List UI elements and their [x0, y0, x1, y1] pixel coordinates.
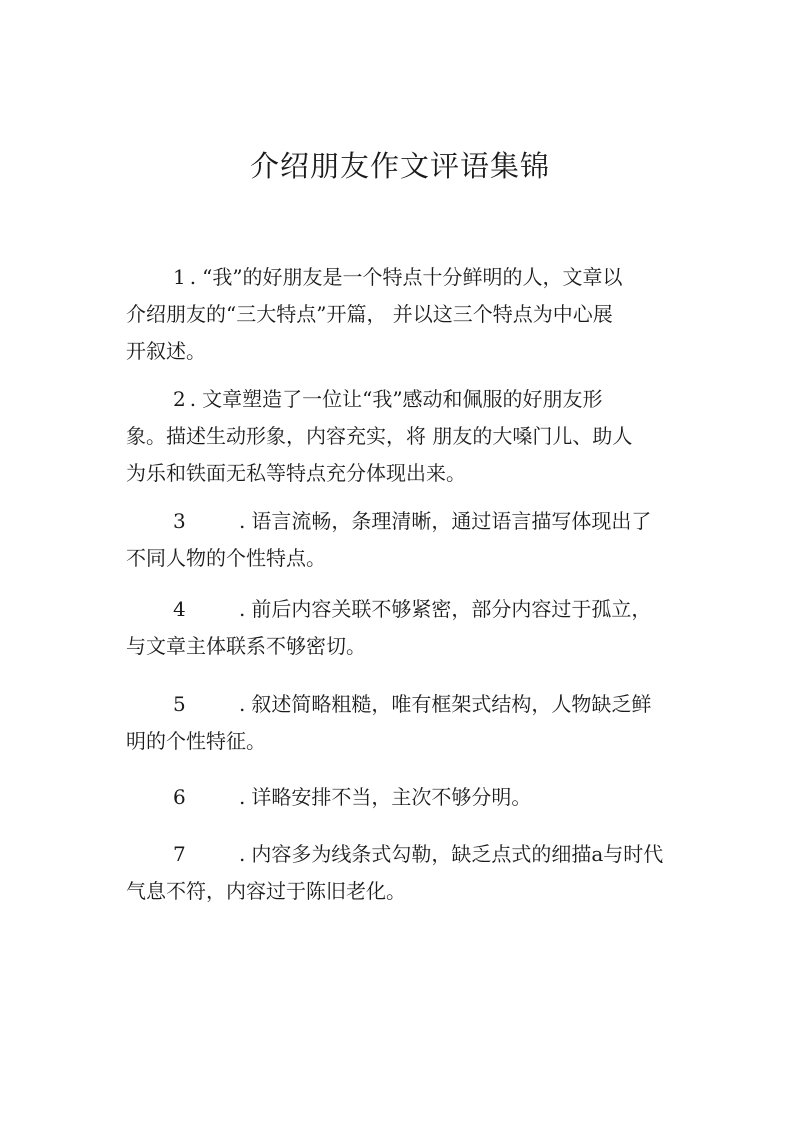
item-text: 介绍朋友的“三大特点”开篇， 并以这三个特点为中心展 — [126, 302, 613, 326]
item-number: 2 — [173, 387, 186, 411]
item-number: 6 — [173, 785, 186, 809]
item-text: 气息不符，内容过于陈旧老化。 — [126, 879, 406, 903]
comment-item: 6 . 详略安排不当，主次不够分明。 — [126, 779, 676, 816]
item-text: “我”的好朋友是一个特点十分鲜明的人，文章以 — [202, 265, 623, 289]
comment-item: 3 . 语言流畅，条理清晰，通过语言描写体现出了 不同人物的个性特点。 — [126, 503, 676, 577]
item-number: 4 — [173, 597, 186, 621]
item-text: 不同人物的个性特点。 — [126, 546, 326, 570]
item-text: 为乐和铁面无私等特点充分体现出来。 — [126, 461, 466, 485]
item-text: 与文章主体联系不够密切。 — [126, 634, 366, 658]
item-text: 文章塑造了一位让“我”感动和佩服的好朋友形 — [202, 387, 603, 411]
item-text: 开叙述。 — [126, 339, 206, 363]
item-text: 前后内容关联不够紧密，部分内容过于孤立， — [251, 597, 652, 621]
item-text: 详略安排不当，主次不够分明。 — [251, 785, 532, 809]
page-title: 介绍朋友作文评语集锦 — [249, 149, 550, 183]
item-text: 语言流畅，条理清晰，通过语言描写体现出了 — [251, 509, 652, 533]
comment-item: 4 . 前后内容关联不够紧密，部分内容过于孤立， 与文章主体联系不够密切。 — [126, 591, 676, 665]
item-number: 1 — [173, 265, 186, 289]
item-number: 3 — [173, 509, 186, 533]
item-text: 内容多为线条式勾勒，缺乏点式的细描a与时代 — [251, 842, 664, 866]
comment-item: 7 . 内容多为线条式勾勒，缺乏点式的细描a与时代 气息不符，内容过于陈旧老化。 — [126, 836, 676, 910]
item-text: 叙述简略粗糙，唯有框架式结构，人物缺乏鲜 — [251, 692, 652, 716]
item-text: 象。描述生动形象，内容充实，将 朋友的大嗓门儿、助人 — [126, 424, 633, 448]
comment-item: 1 . “我”的好朋友是一个特点十分鲜明的人，文章以 介绍朋友的“三大特点”开篇， 并以这三个特点为中心展 开叙述。 — [126, 259, 676, 370]
comment-item: 2 . 文章塑造了一位让“我”感动和佩服的好朋友形 象。描述生动形象，内容充实，将 朋友的大嗓门儿、助人 为乐和铁面无私等特点充分体现出来。 — [126, 381, 676, 492]
item-number: 7 — [173, 842, 186, 866]
item-number: 5 — [173, 692, 186, 716]
comment-item: 5 . 叙述简略粗糙，唯有框架式结构，人物缺乏鲜 明的个性特征。 — [126, 686, 676, 760]
item-text: 明的个性特征。 — [126, 729, 266, 753]
